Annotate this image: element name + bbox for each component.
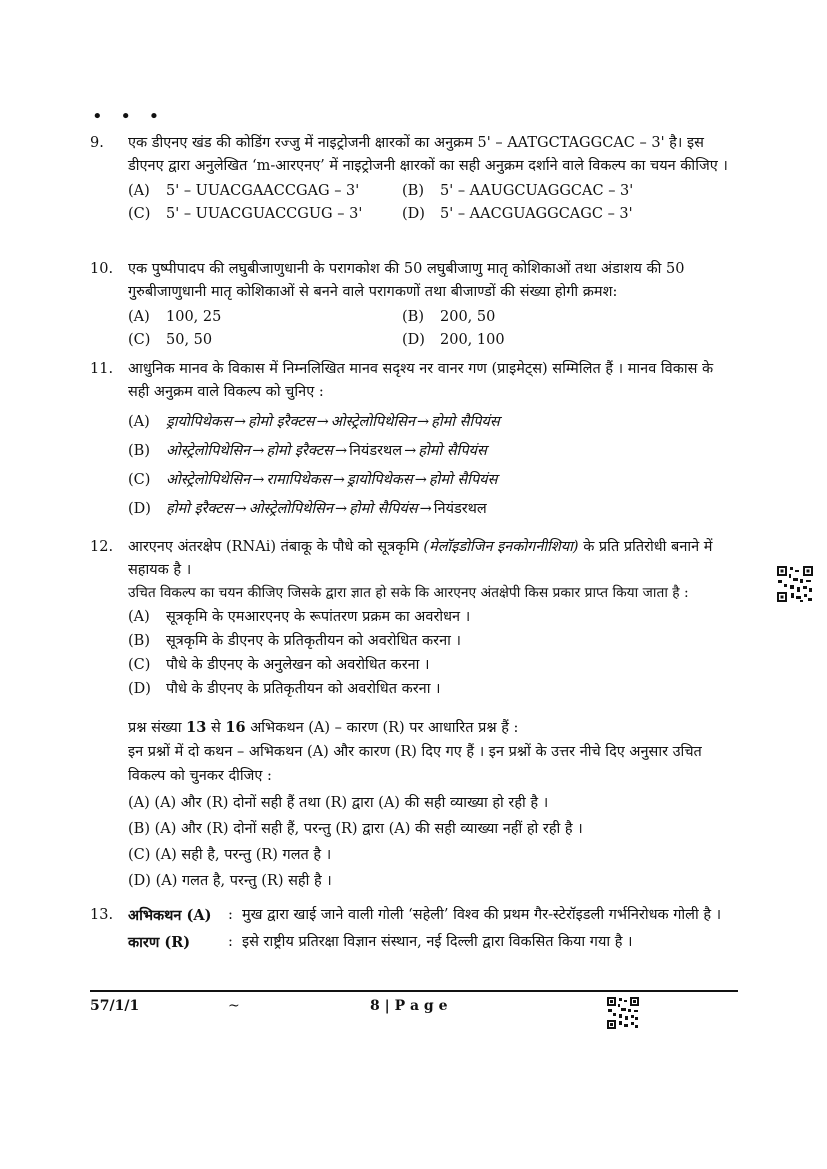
question-number: 13.: [90, 907, 114, 923]
option-b: (B) ओस्ट्रेलोपिथेसिन → होमो इरैक्टस → नियंडरथल → होमो सैपियंस: [128, 443, 487, 459]
arrow-icon: →: [416, 414, 430, 430]
option-b: (B) 200, 50: [402, 309, 496, 325]
option-d: (D) 5' – AACGUAGGCAGC – 3': [402, 206, 633, 222]
footer-divider: [90, 990, 738, 992]
option-a: (A) 100, 25: [128, 309, 222, 325]
question-text: आरएनए अंतरक्षेप (RNAi) तंबाकू के पौधे को सूत्रकृमि (मेलॉइडोजिन इनकोगनीशिया) के प्रति प्रतिरोधी बनाने में सहायक है ।: [128, 539, 713, 578]
arrow-icon: →: [252, 443, 265, 459]
option-a: (A) 5' – UUACGAACCGAG – 3': [128, 183, 360, 199]
question-11: [90, 358, 735, 524]
question-12: [90, 536, 735, 701]
arrow-icon: →: [419, 501, 432, 517]
option-b: (B) 5' – AAUGCUAGGCAC – 3': [402, 183, 634, 199]
arrow-icon: →: [404, 443, 417, 459]
question-13: [90, 904, 735, 954]
option-d: (D) 200, 100: [402, 332, 505, 348]
side-qr-code: [776, 565, 814, 603]
arrow-icon: →: [334, 443, 348, 459]
assertion-row: अभिकथन (A) : मुख द्वारा खाई जाने वाली गोली ‘सहेली’ विश्व की प्रथम गैर-स्टेरॉइडली गर्भनिरोधक गोली है ।: [128, 904, 735, 927]
question-number: 11.: [90, 361, 114, 377]
arrow-icon: →: [234, 501, 247, 517]
option-c: (C) 50, 50: [128, 332, 213, 348]
page-dots: • • •: [92, 106, 166, 127]
arrow-icon: →: [334, 501, 348, 517]
reason-text: इसे राष्ट्रीय प्रतिरक्षा विज्ञान संस्थान, नई दिल्ली द्वारा विकसित किया गया है ।: [242, 934, 633, 950]
question-9: [90, 132, 735, 226]
footer-tilde: ~: [228, 998, 240, 1014]
instruction-option-d: (D) (A) गलत है, परन्तु (R) सही है ।: [128, 873, 332, 889]
question-number: 12.: [90, 539, 114, 555]
question-10: [90, 258, 735, 352]
arrow-icon: →: [414, 472, 427, 488]
option-c: (C) ओस्ट्रेलोपिथेसिन → रामापिथेकस → ड्रायोपिथेकस → होमो सैपियंस: [128, 472, 498, 488]
option-d: (D) पौधे के डीएनए के प्रतिकृतीयन को अवरोधित करना ।: [128, 681, 441, 697]
arrow-icon: →: [252, 472, 265, 488]
question-number: 10.: [90, 261, 114, 277]
page-number: 8 | P a g e: [370, 998, 448, 1014]
option-a: (A) सूत्रकृमि के एमआरएनए के रूपांतरण प्रक्रम का अवरोधन ।: [128, 609, 471, 625]
assertion-label: अभिकथन (A): [128, 907, 212, 924]
reason-row: कारण (R) : इसे राष्ट्रीय प्रतिरक्षा विज्ञान संस्थान, नई दिल्ली द्वारा विकसित किया गया है ।: [128, 931, 735, 954]
instruction-option-a: (A) (A) और (R) दोनों सही हैं तथा (R) द्वारा (A) की सही व्याख्या हो रही है ।: [128, 795, 549, 811]
footer-qr-code: [606, 996, 640, 1030]
assertion-text: मुख द्वारा खाई जाने वाली गोली ‘सहेली’ विश्व की प्रथम गैर-स्टेरॉइडली गर्भनिरोधक गोली है ।: [242, 907, 722, 923]
instruction-heading: प्रश्न संख्या 13 से 16 अभिकथन (A) – कारण (R) पर आधारित प्रश्न हैं :: [128, 719, 519, 736]
instruction-option-c: (C) (A) सही है, परन्तु (R) गलत है ।: [128, 847, 332, 863]
reason-label: कारण (R): [128, 934, 191, 951]
question-text: आधुनिक मानव के विकास में निम्नलिखित मानव सदृश्य नर वानर गण (प्राइमेट्स) सम्मिलित हैं । मानव विकास के सही अनुक्रम वाले विकल्प को चुनिए :: [128, 361, 714, 400]
instruction-option-b: (B) (A) और (R) दोनों सही हैं, परन्तु (R) द्वारा (A) की सही व्याख्या नहीं हो रही है ।: [128, 821, 583, 837]
paper-code: 57/1/1: [90, 998, 140, 1014]
option-b: (B) सूत्रकृमि के डीएनए के प्रतिकृतीयन को अवरोधित करना ।: [128, 633, 462, 649]
question-subtext: उचित विकल्प का चयन कीजिए जिसके द्वारा ज्ञात हो सके कि आरएनए अंतक्षेपी किस प्रकार प्राप्त किया जाता है :: [128, 585, 689, 601]
option-d: (D) होमो इरैक्टस → ओस्ट्रेलोपिथेसिन → होमो सैपियंस → नियंडरथल: [128, 501, 487, 517]
arrow-icon: →: [332, 472, 345, 488]
arrow-icon: →: [316, 414, 329, 430]
question-text: एक डीएनए खंड की कोडिंग रज्जु में नाइट्रोजनी क्षारकों का अनुक्रम 5' – AATGCTAGGCAC – 3' है। इस डीएनए द्वारा अनुलेखित ‘m-आरएनए’ में नाइट्रोजनी क्षारकों का सही अनुक्रम दर्शाने वाले विकल्प का चयन कीजिए ।: [128, 135, 728, 174]
assertion-reason-instructions: [128, 716, 735, 894]
instruction-text: इन प्रश्नों में दो कथन – अभिकथन (A) और कारण (R) दिए गए हैं । इन प्रश्नों के उत्तर नीचे दिए अनुसार उचित विकल्प को चुनकर दीजिए :: [128, 744, 702, 784]
question-text: एक पुष्पीपादप की लघुबीजाणुधानी के परागकोश की 50 लघुबीजाणु मातृ कोशिकाओं तथा अंडाशय की 50 गुरुबीजाणुधानी मातृ कोशिकाओं से बनने वाले परागकणों तथा बीजाण्डों की संख्या होगी क्रमश:: [128, 261, 685, 300]
option-a: (A) ड्रायोपिथेकस → होमो इरैक्टस → ओस्ट्रेलोपिथेसिन → होमो सैपियंस: [128, 414, 500, 430]
arrow-icon: →: [233, 414, 247, 430]
option-c: (C) पौधे के डीएनए के अनुलेखन को अवरोधित करना ।: [128, 657, 430, 673]
option-c: (C) 5' – UUACGUACCGUG – 3': [128, 206, 363, 222]
question-number: 9.: [90, 135, 104, 151]
